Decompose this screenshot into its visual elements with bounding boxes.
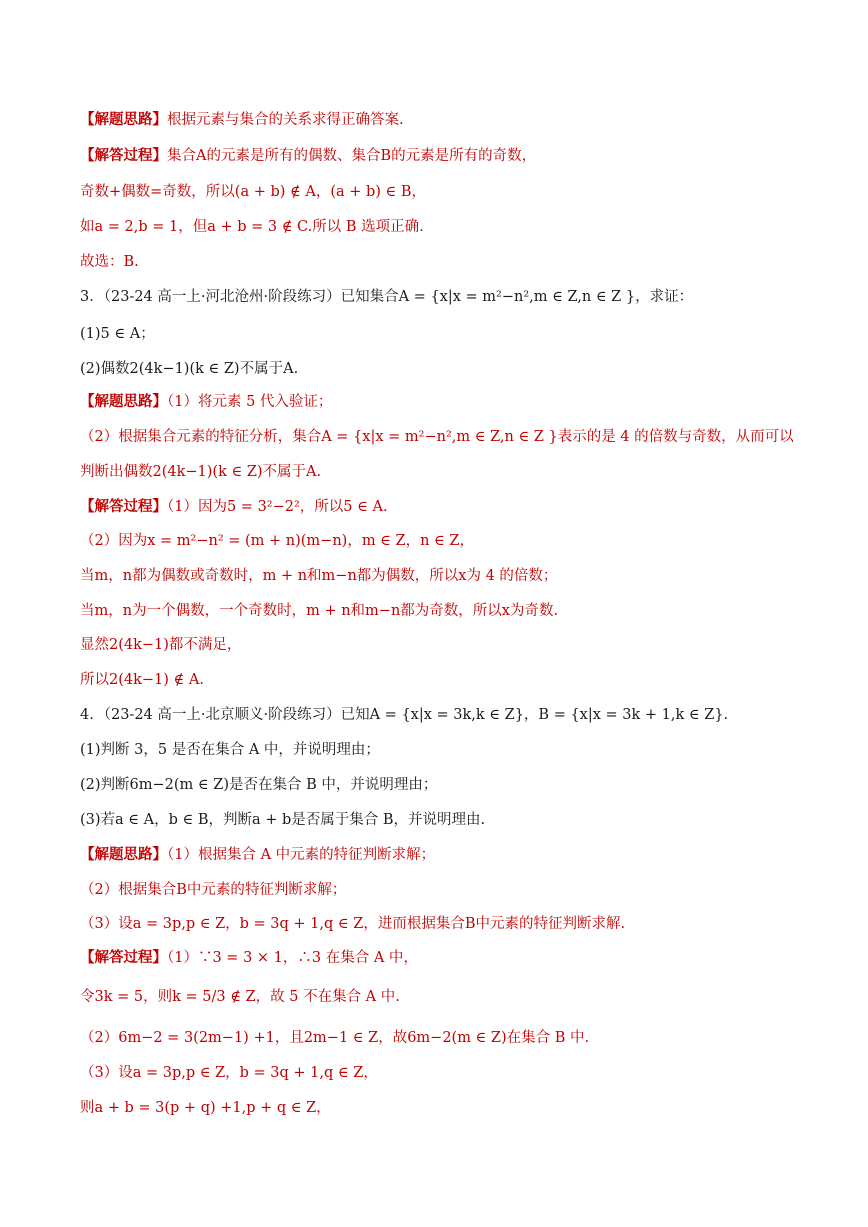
- text-line: 【解答过程】（1）因为5 = 3²−2²，所以5 ∈ A.: [80, 498, 388, 515]
- text-line: 【解答过程】集合A的元素是所有的偶数、集合B的元素是所有的奇数，: [80, 147, 537, 164]
- question-4-stem: 4．（23-24 高一上·北京顺义·阶段练习）已知A = {x|x = 3k,k ∈ Z}，B = {x|x = 3k + 1,k ∈ Z}.: [80, 707, 729, 723]
- text-line: （3）设a = 3p,p ∈ Z，b = 3q + 1,q ∈ Z，: [80, 1065, 378, 1081]
- text-line: 【解题思路】根据元素与集合的关系求得正确答案.: [80, 111, 404, 128]
- text-line: 【解题思路】（1）根据集合 A 中元素的特征判断求解；: [80, 846, 436, 863]
- question-4-part-1: (1)判断 3，5 是否在集合 A 中，并说明理由；: [80, 742, 380, 758]
- text-line: （2）根据集合元素的特征分析，集合A = {x|x = m²−n²,m ∈ Z,n ∈ Z }表示的是 4 的倍数与奇数，从而可以: [80, 429, 794, 445]
- text-line: （2）6m−2 = 3(2m−1) +1，且2m−1 ∈ Z，故6m−2(m ∈ Z)在集合 B 中.: [80, 1030, 590, 1046]
- text-line: （2）根据集合B中元素的特征判断求解；: [80, 882, 347, 898]
- text-line: 如a = 2,b = 1，但a + b = 3 ∉ C.所以 B 选项正确.: [80, 219, 424, 235]
- text-line: 令3k = 5，则k = 5/3 ∉ Z，故 5 不在集合 A 中.: [80, 989, 400, 1005]
- text-line: 奇数+偶数=奇数，所以(a + b) ∉ A，(a + b) ∈ B，: [80, 184, 427, 200]
- question-3-stem: 3．（23-24 高一上·河北沧州·阶段练习）已知集合A = {x|x = m²−n²,m ∈ Z,n ∈ Z }，求证：: [80, 289, 694, 305]
- text-line: 当m，n都为偶数或奇数时，m + n和m−n都为偶数，所以x为 4 的倍数；: [80, 568, 558, 584]
- text-line: （3）设a = 3p,p ∈ Z，b = 3q + 1,q ∈ Z，进而根据集合B中元素的特征判断求解.: [80, 916, 626, 932]
- text-line: 故选：B.: [80, 254, 139, 270]
- text-line: 【解题思路】（1）将元素 5 代入验证；: [80, 393, 333, 410]
- question-3-part-1: (1)5 ∈ A；: [80, 326, 155, 342]
- text-line: 显然2(4k−1)都不满足，: [80, 637, 242, 653]
- question-4-part-2: (2)判断6m−2(m ∈ Z)是否在集合 B 中，并说明理由；: [80, 777, 438, 793]
- text-line: 则a + b = 3(p + q) +1,p + q ∈ Z，: [80, 1100, 331, 1116]
- question-4-part-3: (3)若a ∈ A，b ∈ B，判断a + b是否属于集合 B，并说明理由.: [80, 812, 486, 828]
- text-line: 所以2(4k−1) ∉ A.: [80, 672, 204, 688]
- text-line: 判断出偶数2(4k−1)(k ∈ Z)不属于A.: [80, 464, 322, 480]
- text-line: 【解答过程】（1）∵3 = 3 × 1，∴3 在集合 A 中，: [80, 949, 418, 966]
- text-line: 当m，n为一个偶数，一个奇数时，m + n和m−n都为奇数，所以x为奇数.: [80, 603, 559, 619]
- question-3-part-2: (2)偶数2(4k−1)(k ∈ Z)不属于A.: [80, 361, 299, 377]
- text-line: （2）因为x = m²−n² = (m + n)(m−n)，m ∈ Z，n ∈ Z，: [80, 533, 474, 549]
